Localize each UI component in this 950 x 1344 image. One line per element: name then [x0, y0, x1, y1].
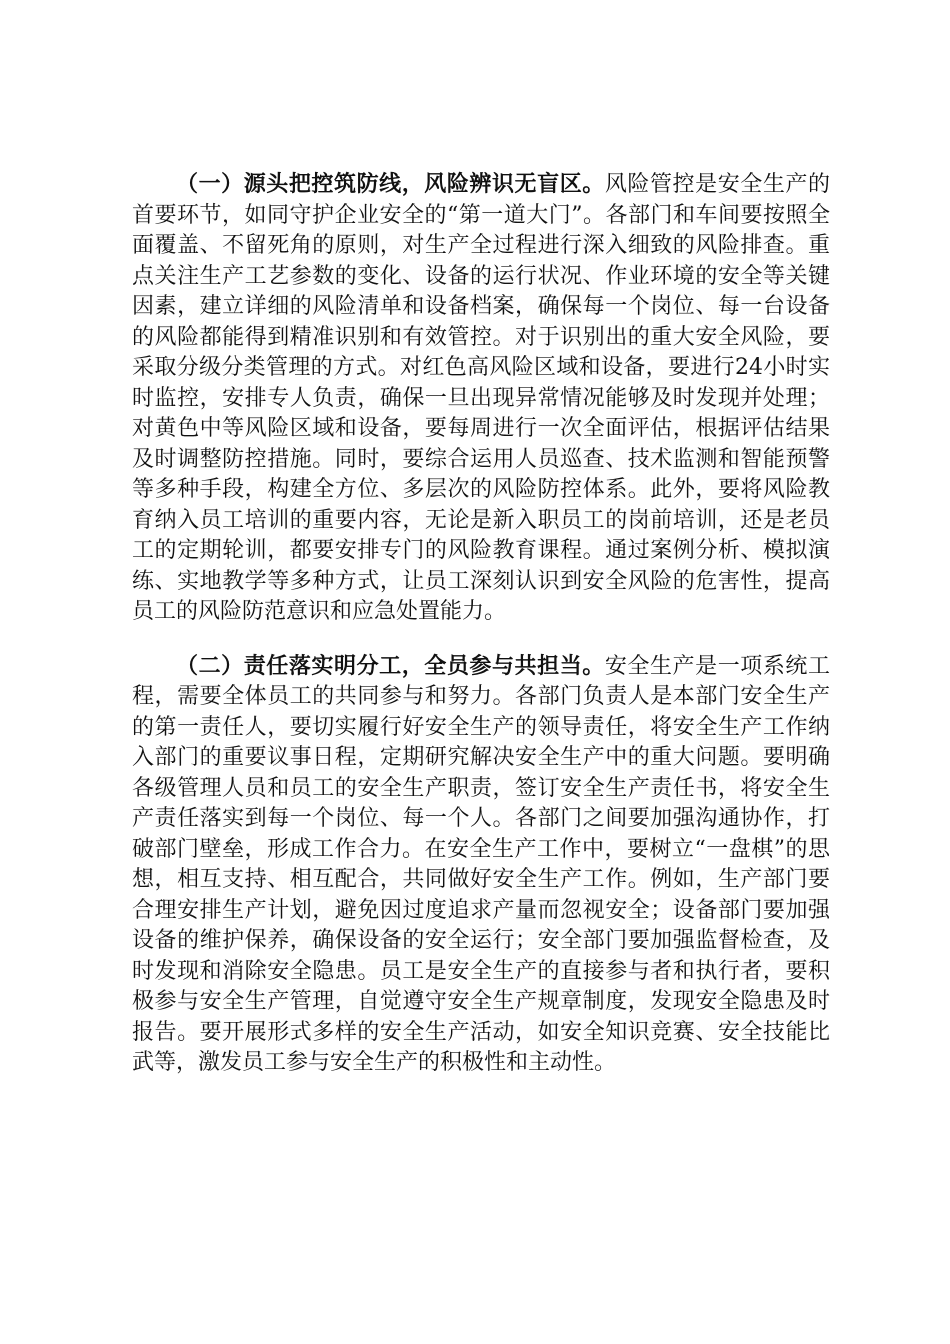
paragraph-section-two [132, 652, 830, 1079]
section-one-body: 风险管控是安全生产的首要环节，如同守护企业安全的“第一道大门”。各部门和车间要按照全面覆盖、不留死角的原则，对生产全过程进行深入细致的风险排查。重点关注生产工艺参数的变化、设备的运行状况、作业环境的安全等关键因素，建立详细的风险清单和设备档案，确保每一个岗位、每一台设备的风险都能得到精准识别和有效管控。对于识别出的重大安全风险，要采取分级分类管理的方式。对红色高风险区域和设备，要进行24小时实时监控，安排专人负责，确保一旦出现异常情况能够及时发现并处理；对黄色中等风险区域和设备，要每周进行一次全面评估，根据评估结果及时调整防控措施。同时，要综合运用人员巡查、技术监测和智能预警等多种手段，构建全方位、多层次的风险防控体系。此外，要将风险教育纳入员工培训的重要内容，无论是新入职员工的岗前培训，还是老员工的定期轮训，都要安排专门的风险教育课程。通过案例分析、模拟演练、实地教学等多种方式，让员工深刻认识到安全风险的危害性，提高员工的风险防范意识和应急处置能力。 [132, 172, 830, 624]
document-body [132, 170, 830, 1079]
section-one-heading: （一）源头把控筑防线，风险辨识无盲区。 [176, 172, 605, 197]
section-two-heading: （二）责任落实明分工，全员参与共担当。 [176, 653, 605, 679]
section-two-body: 安全生产是一项系统工程，需要全体员工的共同参与和努力。各部门负责人是本部门安全生产的第一责任人，要切实履行好安全生产的领导责任，将安全生产工作纳入部门的重要议事日程，定期研究解决安全生产中的重大问题。要明确各级管理人员和员工的安全生产职责，签订安全生产责任书，将安全生产责任落实到每一个岗位、每一个人。各部门之间要加强沟通协作，打破部门壁垒，形成工作合力。在安全生产工作中，要树立“一盘棋”的思想，相互支持、相互配合，共同做好安全生产工作。例如，生产部门要合理安排生产计划，避免因过度追求产量而忽视安全；设备部门要加强设备的维护保养，确保设备的安全运行；安全部门要加强监督检查，及时发现和消除安全隐患。员工是安全生产的直接参与者和执行者，要积极参与安全生产管理，自觉遵守安全生产规章制度，发现安全隐患及时报告。要开展形式多样的安全生产活动，如安全知识竞赛、安全技能比武等，激发员工参与安全生产的积极性和主动性。 [132, 653, 830, 1075]
paragraph-section-one [132, 170, 830, 628]
